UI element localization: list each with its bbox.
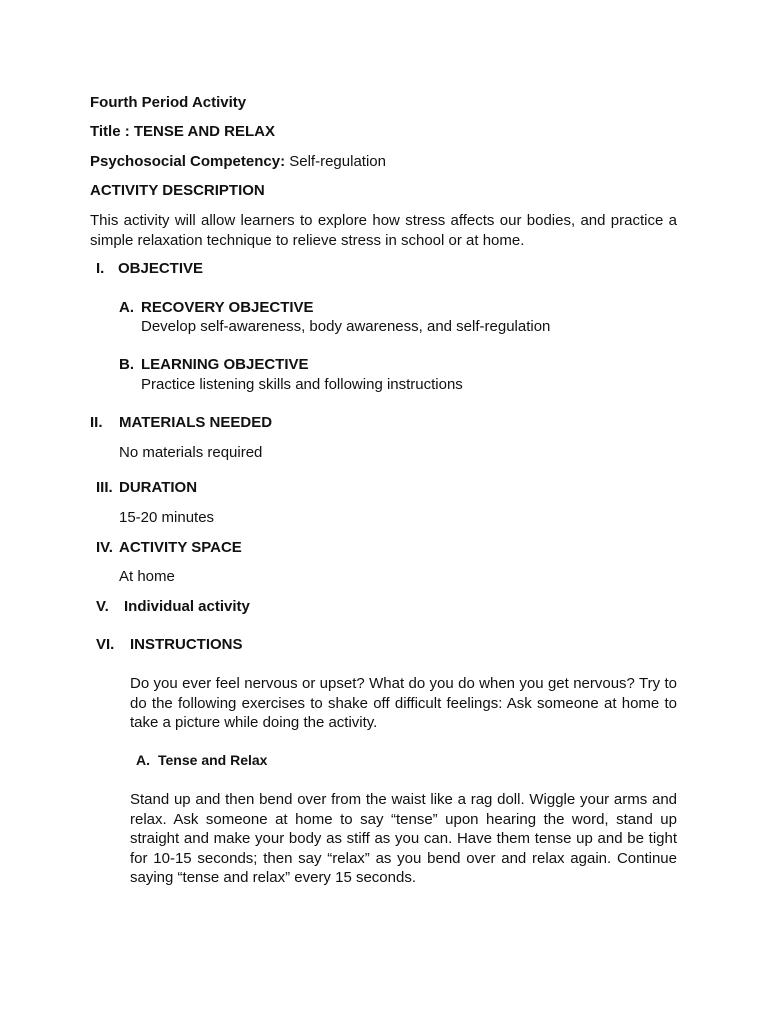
section-heading: Individual activity xyxy=(124,598,250,615)
duration-text: 15-20 minutes xyxy=(119,509,215,526)
section-numeral: V. xyxy=(96,598,109,615)
section-heading: DURATION xyxy=(119,479,198,496)
competency-line xyxy=(90,152,386,172)
subsection-letter: A. xyxy=(119,299,134,316)
recovery-objective-heading xyxy=(119,298,314,318)
competency-label: Psychosocial Competency: xyxy=(90,153,286,170)
section-materials-heading xyxy=(90,413,272,433)
subsection-heading: Tense and Relax xyxy=(158,752,268,768)
period-label: Fourth Period Activity xyxy=(90,94,247,111)
subsection-letter: A. xyxy=(136,752,150,768)
activity-description-text: This activity will allow learners to explore how stress affects our bodies, and practice a simple relaxation technique to relieve stress in school or at home. xyxy=(90,212,677,249)
learning-objective-heading xyxy=(119,355,309,375)
section-heading: INSTRUCTIONS xyxy=(130,636,243,653)
instructions-intro-text: Do you ever feel nervous or upset? What do you do when you get nervous? Try to do the following exercises to shake off difficult feelings: Ask someone at home to take a picture while doing the activity. xyxy=(130,675,677,731)
section-individual-heading xyxy=(96,597,250,617)
section-numeral: IV. xyxy=(96,539,113,556)
section-heading: ACTIVITY SPACE xyxy=(119,539,242,556)
section-numeral: III. xyxy=(96,479,113,496)
activity-description-heading: ACTIVITY DESCRIPTION xyxy=(90,182,265,199)
section-numeral: VI. xyxy=(96,636,115,653)
section-numeral: II. xyxy=(90,414,103,431)
subsection-heading: LEARNING OBJECTIVE xyxy=(141,356,309,373)
subsection-heading: RECOVERY OBJECTIVE xyxy=(141,299,314,316)
materials-text: No materials required xyxy=(119,444,263,461)
competency-value: Self-regulation xyxy=(285,153,386,170)
section-duration-heading xyxy=(96,478,197,498)
section-space-heading xyxy=(96,538,242,558)
page-title: Title : TENSE AND RELAX xyxy=(90,123,276,140)
section-objective-heading xyxy=(96,259,203,279)
tense-relax-text: Stand up and then bend over from the waist like a rag doll. Wiggle your arms and relax. Ask someone at home to say “tense” upon hearing the word, stand up straight and make your body as stiff as you can. Have them tense up and be tight for 10-15 seconds; then say “relax” as you bend over and relax again. Continue saying “tense and relax” every 15 seconds. xyxy=(130,791,677,886)
section-numeral: I. xyxy=(96,260,105,277)
section-heading: MATERIALS NEEDED xyxy=(119,414,273,431)
section-instructions-heading xyxy=(96,635,243,655)
subsection-letter: B. xyxy=(119,356,134,373)
tense-relax-heading xyxy=(136,751,267,771)
section-heading: OBJECTIVE xyxy=(118,260,204,277)
recovery-objective-text: Develop self-awareness, body awareness, and self-regulation xyxy=(141,318,551,335)
space-text: At home xyxy=(119,568,175,585)
learning-objective-text: Practice listening skills and following instructions xyxy=(141,376,463,393)
